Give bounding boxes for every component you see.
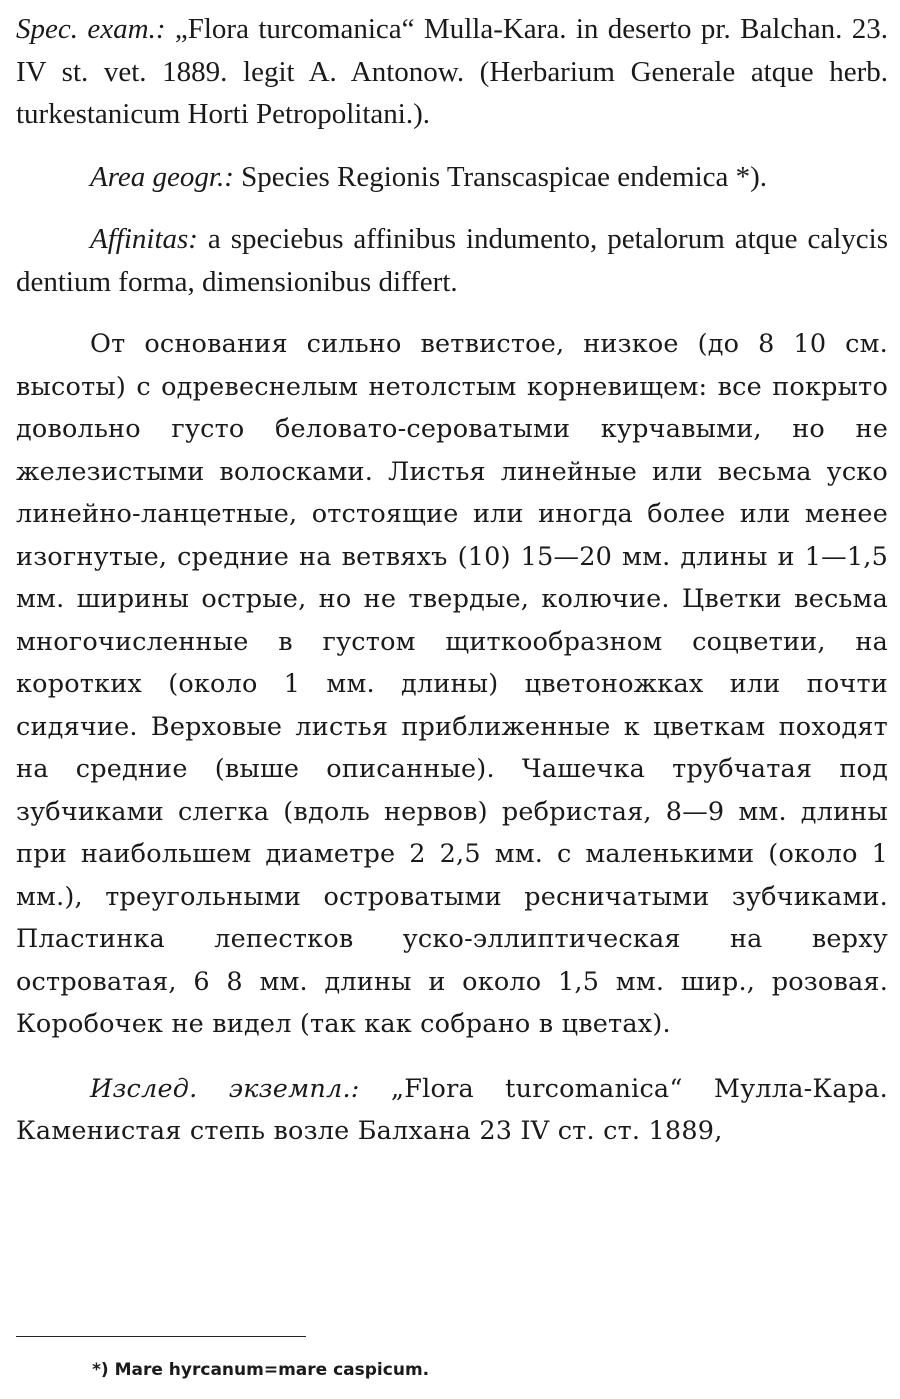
specimens-label: Изслед. экземпл.:: [90, 1073, 360, 1104]
spec-exam-label: Spec. exam.:: [16, 13, 166, 45]
footnote-divider: [16, 1336, 306, 1337]
affinitas-label: Affinitas:: [90, 223, 198, 255]
area-geogr-text: Species Regionis Transcaspicae endemica *).: [233, 160, 768, 193]
footnote: *) Mare hyrcanum=mare caspicum.: [92, 1360, 430, 1380]
affinitas-text: a speciebus affinibus indumento, petalorum atque calycis dentium forma, dimensionibus differt.: [16, 223, 888, 298]
area-geogr-paragraph: [16, 156, 888, 199]
specimens-paragraph: [16, 1068, 888, 1153]
russian-description: От основания сильно ветвистое, низкое (до 8 10 см. высоты) с одревеснелым нетолстым корневищем: все покрыто довольно густо беловато-сероватыми курчавыми, но не железистыми волосками. Листья линейные или весьма уско линейно-ланцетные, отстоящие или иногда более или менее изогнутые, средние на ветвяхъ (10) 15—20 мм. длины и 1—1,5 мм. ширины острые, но не твердые, колючие. Цветки весьма многочисленные в густом щиткообразном соцветии, на коротких (около 1 мм. длины) цветоножках или почти сидячие. Верховые листья приближенные к цветкам походят на средние (выше описанные). Чашечка трубчатая под зубчиками слегка (вдоль нервов) ребристая, 8—9 мм. длины при наибольшем диаметре 2 2,5 мм. с маленькими (около 1 мм.), треугольными островатыми ресничатыми зубчиками. Пластинка лепестков уско-эллиптическая на верху островатая, 6 8 мм. длины и около 1,5 мм. шир., розовая. Коробочек не видел (так как собрано в цветах).: [16, 329, 888, 1039]
page-body: [16, 8, 888, 1153]
affinitas-paragraph: [16, 218, 888, 303]
area-geogr-label: Area geogr.:: [90, 160, 234, 193]
specimens-text: „Flora turcomanica“ Мулла-Кара. Каменистая степь возле Балхана 23 IV ст. ст. 1889,: [16, 1073, 888, 1146]
spec-exam-paragraph: [16, 8, 888, 136]
spec-exam-text: „Flora turcomanica“ Mulla-Kara. in deserto pr. Balchan. 23. IV st. vet. 1889. legit A. Antonow. (Herbarium Generale atque herb. turkestanicum Horti Petropolitani.).: [16, 13, 888, 130]
